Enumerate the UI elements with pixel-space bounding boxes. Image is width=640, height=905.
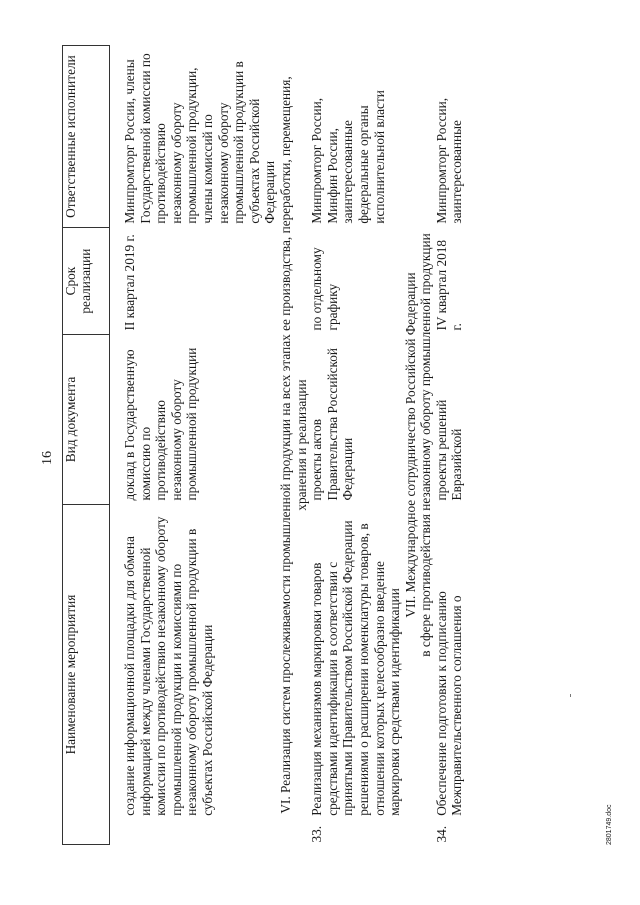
table-header-row [63, 46, 110, 845]
file-footer: 2801749.doc [606, 804, 613, 845]
continuation-deadline: II квартал 2019 г. [122, 234, 137, 331]
section-7-title-line2: в сфере противодействия незаконному обороту промышленной продукции [418, 233, 434, 657]
row-34-responsible: Минпромторг России, заинтересованные [433, 97, 465, 224]
section-7-title-line1: VII. Международное сотрудничество Российской Федерации [402, 272, 418, 618]
row-34-doc-type: проекты решений Евразийской [433, 399, 465, 501]
scan-mark [570, 694, 571, 697]
continuation-doc-type: доклад в Государственную комиссию по противодействию незаконному обороту промышленной продукции [122, 347, 200, 501]
section-row [278, 46, 309, 845]
row-33-doc-type: проекты актов Правительства Российской Федерации [309, 347, 356, 501]
row-34-number: 34. [433, 825, 449, 843]
row-33-number: 33. [309, 825, 325, 843]
header-responsible: Ответственные исполнители [63, 46, 110, 228]
continuation-responsible: Минпромторг России, члены Государственной комиссии по противодействию незаконному обороту промышленной продукции, члены комиссий по незаконному обороту промышленной продукции в субъектах Российской Федерации [122, 53, 278, 224]
row-33-deadline: по отдельному графику [309, 247, 340, 331]
section-6-title: VI. Реализация систем прослеживаемости промышленной продукции на всех этапах ее производства, переработки, перемещения, хранения и реализации [277, 76, 309, 814]
measures-table [62, 45, 465, 845]
row-33-name: Реализация механизмов маркировки товаров средствами идентификации в соответствии с принятыми Правительством Российской Федерации решениями о расширении номенклатуры товаров, в отношении которых целесообразно введение маркировки средствами идентификации [309, 520, 403, 816]
header-name: Наименование мероприятия [63, 505, 110, 845]
table-row [309, 46, 403, 845]
continuation-name: создание информационной площадки для обмена информацией между членами Государственной комиссии по противодействию незаконному обороту промышленной продукции и комиссиями по незаконному обороту промышленной продукции в субъектах Российской Федерации [122, 516, 215, 816]
row-34-deadline: IV квартал 2018 г. [433, 239, 465, 331]
table-row [434, 46, 465, 845]
header-spacer [110, 46, 123, 845]
header-deadline: Срок реализации [63, 228, 110, 335]
page-number: 16 [40, 451, 55, 465]
row-33-responsible: Минпромторг России, Минфин России, заинтересованные федеральные органы исполнительной власти [309, 90, 387, 224]
row-34-name: Обеспечение подготовки к подписанию Межправительственного соглашения о [433, 591, 465, 816]
section-row [403, 46, 434, 845]
table-row [122, 46, 278, 845]
header-doc-type: Вид документа [63, 335, 110, 505]
